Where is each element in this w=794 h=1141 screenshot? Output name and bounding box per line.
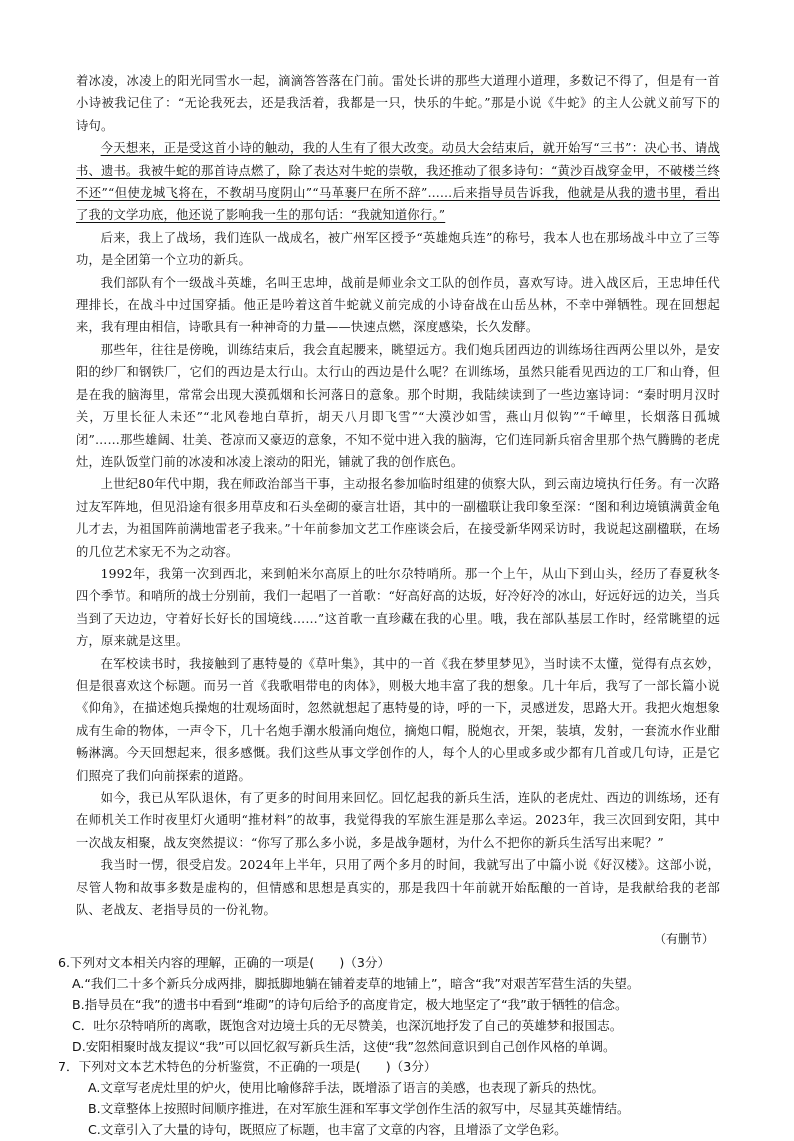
passage-paragraph: 1992年，我第一次到西北，来到帕米尔高原上的吐尔尕特哨所。那一个上午，从山下到山头，经历了春夏秋冬四个季节。和哨所的战士分别前，我们一起唱了一首歌：“好高好高的达坂，好冷好冷的冰山，好远好远的边关，当兵当到了天边边，守着好长好长的国境线……”这首歌一直珍藏在我的心里。哦，我在部队基层工作时，经常眺望的远方，原来就是这里。 <box>76 566 720 649</box>
question-6-option-b: B.指导员在“我”的遗书中看到“堆砌”的诗句后给予的高度肯定，极大地坚定了“我”敢于牺牲的信念。 <box>72 997 628 1013</box>
passage-paragraph: 着冰凌，冰凌上的阳光同雪水一起，滴滴答答落在门前。雷处长讲的那些大道理小道理，多数记不得了，但是有一首小诗被我记住了：“无论我死去，还是我活着，我都是一只，快乐的牛蛇。”那是小说《牛蛇》的主人公就义前写下的诗句。 <box>76 74 720 133</box>
question-7-option-c: C.文章引入了大量的诗句，既照应了标题，也丰富了文章的内容，且增添了文学色彩。 <box>88 1121 567 1137</box>
reading-passage <box>76 70 720 949</box>
question-7-option-b: B.文章整体上按照时间顺序推进，在对军旅生涯和军事文学创作生活的叙写中，尽显其英雄情结。 <box>88 1101 630 1117</box>
passage-paragraph: 那些年，往往是傍晚，训练结束后，我会直起腰来，眺望远方。我们炮兵团西边的训练场往西两公里以外，是安阳的纱厂和钢铁厂，它们的西边是太行山。太行山的西边是什么呢？在训练场，虽然只能看见西边的工厂和山脊，但是在我的脑海里，常常会出现大漠孤烟和长河落日的意象。那个时期，我陆续读到了一些边塞诗词：“秦时明月汉时关，万里长征人未还”“北风卷地白草折，胡天八月即飞雪”“大漠沙如雪，燕山月似钩”“千嶂里，长烟落日孤城闭”……那些雄阔、壮美、苍凉而又豪迈的意象，不知不觉中进入我的脑海，它们连同新兵宿舍里那个热气腾腾的老虎灶，连队饭堂门前的冰凌和冰凌上滚动的阳光，铺就了我的创作底色。 <box>76 342 720 469</box>
question-section <box>58 953 720 1140</box>
passage-paragraph <box>76 137 720 227</box>
passage-paragraph: 后来，我上了战场，我们连队一战成名，被广州军区授予“英雄炮兵连”的称号，我本人也在那场战斗中立了三等功，是全团第一个立功的新兵。 <box>76 230 720 268</box>
question-6-option-d: D.安阳相聚时战友提议“我”可以回忆叙写新兵生活，这使“我”忽然间意识到自己创作风格的单调。 <box>72 1038 616 1054</box>
underlined-sentence: 今天想来，正是受这首小诗的触动，我的人生有了很大改变。动员大会结束后，就开始写“三书”：决心书、请战书、遗书。我被牛蛇的那首诗点燃了，除了表达对牛蛇的崇敬，我还推动了很多诗句：“黄沙百战穿金甲，不破楼兰终不还”“但使龙城飞将在，不教胡马度阴山”“马革裹尸在所不辞”……后来指导员告诉我，他就是从我的遗书里，看出了我的文学功底，他还说了影响我一生的那句话：“我就知道你行。” <box>76 141 720 223</box>
question-6-stem: 6.下列对文本相关内容的理解，正确的一项是( )（3分） <box>58 955 391 971</box>
passage-paragraph: 如今，我已从军队退休，有了更多的时间用来回忆。回忆起我的新兵生活，连队的老虎灶、西边的训练场，还有在师机关工作时夜里灯火通明“推材料”的故事，我觉得我的军旅生涯是那么幸运。2023年，我三次回到安阳，其中一次战友相聚，战友突然提议：“你写了那么多小说，多是战争题材，为什么不把你的新兵生活写出来呢？” <box>76 791 720 850</box>
passage-paragraph: 我当时一愣，很受启发。2024年上半年，只用了两个多月的时间，我就写出了中篇小说《好汉楼》。这部小说，尽管人物和故事多数是虚构的，但情感和思想是真实的，那是我四十年前就开始酝酿的一首诗，是我献给我的老部队、老战友、老指导员的一份礼物。 <box>76 858 720 918</box>
abridged-note: （有删节） <box>653 932 714 947</box>
passage-paragraph: 上世纪80年代中期，我在师政治部当干事，主动报名参加临时组建的侦察大队，到云南边境执行任务。有一次路过友军阵地，但见沿途有很多用草皮和石头垒砌的豪言壮语，其中的一副楹联让我印象至深：“图和利边境镇满黄金龟儿才去，为祖国阵前满地雷老子我来。”十年前参加文艺工作座谈会后，在接受新华网采访时，我说起这副楹联，在场的几位艺术家无不为之动容。 <box>76 477 720 559</box>
question-7-stem: 7．下列对文本艺术特色的分析鉴赏，不正确的一项是( )（3分） <box>58 1059 437 1075</box>
passage-paragraph: 我们部队有个一级战斗英雄，名叫王忠坤，战前是师业余文工队的创作员，喜欢写诗。进入战区后，王忠坤任代理排长，在战斗中过国穿插。他正是吟着这首牛蛇就义前完成的小诗奋战在山岳丛林，不幸中弹牺牲。现在回想起来，我有理由相信，诗歌具有一种神奇的力量——快速点燃，深度感染，长久发酵。 <box>76 275 720 335</box>
question-6-option-a: A.“我们二十多个新兵分成两排，脚抵脚地躺在铺着麦草的地铺上”，暗含“我”对艰苦军营生活的失望。 <box>72 976 640 992</box>
question-6-option-c: C．吐尔尕特哨所的离歌，既饱含对边境士兵的无尽赞美，也深沉地抒发了自己的英雄梦和报国志。 <box>72 1017 623 1033</box>
passage-paragraph: 在军校读书时，我接触到了惠特曼的《草叶集》，其中的一首《我在梦里梦见》，当时读不太懂，觉得有点玄妙，但是很喜欢这个标题。而另一首《我歌唱带电的肉体》，则极大地丰富了我的想象。几十年后，我写了一部长篇小说《仰角》，在描述炮兵操炮的壮观场面时，忽然就想起了惠特曼的诗，呼的一下，灵感迸发，思路大开。我把火炮想象成有生命的物体，一声令下，几十名炮手潮水般涌向炮位，摘炮口帽，脱炮衣，开架，装填，发射，一套流水作业酣畅淋漓。今天回想起来，很多感慨。我们这些从事文学创作的人，每个人的心里或多或少都有几首或几句诗，正是它们照亮了我们向前探索的道路。 <box>76 656 720 783</box>
question-7-option-a: A.文章写老虎灶里的炉火，使用比喻修辞手法，既增添了语言的美感，也表现了新兵的热忱。 <box>88 1080 605 1096</box>
